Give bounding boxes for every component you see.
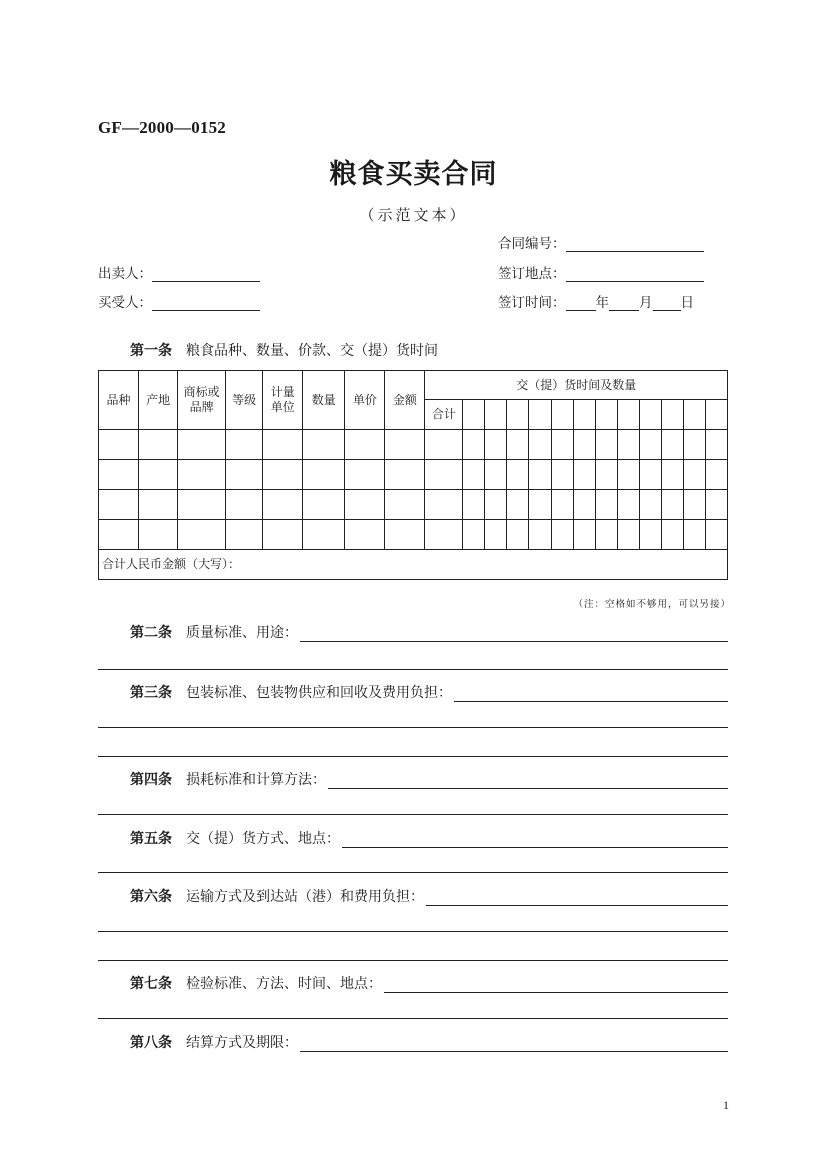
- article-8-number: 第八条: [130, 1035, 172, 1051]
- blank-line[interactable]: [98, 931, 728, 932]
- delivery-cell[interactable]: [463, 400, 485, 430]
- blank-line[interactable]: [98, 1018, 728, 1019]
- article-3-text: 包装标准、包装物供应和回收及费用负担：: [186, 685, 452, 701]
- col-brand: 商标或 品牌: [178, 371, 226, 430]
- col-subtotal: 合计: [425, 400, 463, 430]
- article-2-text: 质量标准、用途：: [186, 625, 298, 641]
- col-unit-price: 单价: [345, 371, 385, 430]
- blank-line[interactable]: [98, 669, 728, 670]
- article-1-text: 粮食品种、数量、价款、交（提）货时间: [186, 343, 438, 359]
- article-3-number: 第三条: [130, 685, 172, 701]
- delivery-cell[interactable]: [529, 400, 551, 430]
- day-label: 日: [680, 295, 694, 311]
- blank-line[interactable]: [98, 727, 728, 728]
- delivery-cell[interactable]: [551, 400, 573, 430]
- article-4-blank[interactable]: [328, 772, 728, 789]
- sign-month-blank[interactable]: [609, 295, 639, 311]
- col-origin: 产地: [139, 371, 178, 430]
- article-3: [130, 682, 728, 702]
- delivery-cell[interactable]: [705, 400, 727, 430]
- table-row[interactable]: [99, 460, 728, 490]
- delivery-cell[interactable]: [661, 400, 683, 430]
- seller-field: [98, 262, 260, 282]
- article-8: [130, 1032, 728, 1052]
- sign-time-label: 签订时间：: [498, 295, 566, 311]
- blank-line[interactable]: [98, 960, 728, 961]
- article-8-text: 结算方式及期限：: [186, 1035, 298, 1051]
- table-note: （注：空格如不够用，可以另接）: [573, 599, 731, 610]
- col-grade: 等级: [226, 371, 263, 430]
- article-6: [130, 886, 728, 906]
- table-row[interactable]: [99, 490, 728, 520]
- article-5-number: 第五条: [130, 831, 172, 847]
- delivery-cell[interactable]: [595, 400, 617, 430]
- year-label: 年: [595, 295, 609, 311]
- buyer-field: [98, 291, 260, 311]
- article-7-number: 第七条: [130, 976, 172, 992]
- sign-place-field: [498, 262, 704, 282]
- table-row[interactable]: [99, 520, 728, 550]
- document-code: GF—2000—0152: [98, 118, 227, 137]
- article-5-text: 交（提）货方式、地点：: [186, 831, 340, 847]
- article-6-text: 运输方式及到达站（港）和费用负担：: [186, 889, 424, 905]
- buyer-label: 买受人：: [98, 295, 152, 311]
- article-7-text: 检验标准、方法、时间、地点：: [186, 976, 382, 992]
- article-5-blank[interactable]: [342, 831, 728, 848]
- article-4: [130, 769, 728, 789]
- sign-year-blank[interactable]: [566, 295, 596, 311]
- article-3-blank[interactable]: [454, 685, 728, 702]
- contract-number-field: [498, 232, 704, 252]
- month-label: 月: [639, 295, 653, 311]
- grain-items-table: [98, 370, 728, 580]
- sign-place-blank[interactable]: [566, 266, 704, 282]
- article-4-text: 损耗标准和计算方法：: [186, 772, 326, 788]
- col-amount: 金额: [385, 371, 425, 430]
- article-2: [130, 622, 728, 642]
- seller-label: 出卖人：: [98, 266, 152, 282]
- article-2-blank[interactable]: [300, 625, 728, 642]
- page-number: 1: [723, 1098, 729, 1112]
- delivery-cell[interactable]: [507, 400, 529, 430]
- col-unit: 计量 单位: [263, 371, 303, 430]
- total-rmb-label: 合计人民币金额（大写）：: [102, 557, 241, 571]
- delivery-cell[interactable]: [639, 400, 661, 430]
- article-4-number: 第四条: [130, 772, 172, 788]
- article-7: [130, 973, 728, 993]
- document-subtitle: （示范文本）: [359, 206, 468, 224]
- document-title: 粮食买卖合同: [329, 159, 498, 190]
- article-5: [130, 828, 728, 848]
- article-1-heading: [130, 340, 438, 360]
- delivery-cell[interactable]: [573, 400, 595, 430]
- delivery-cell[interactable]: [617, 400, 639, 430]
- col-quantity: 数量: [303, 371, 345, 430]
- table-row[interactable]: [99, 430, 728, 460]
- blank-line[interactable]: [98, 872, 728, 873]
- total-rmb-amount[interactable]: [99, 550, 728, 580]
- col-delivery-header: 交（提）货时间及数量: [425, 371, 728, 400]
- sign-day-blank[interactable]: [653, 295, 681, 311]
- buyer-blank[interactable]: [152, 295, 260, 311]
- blank-line[interactable]: [98, 756, 728, 757]
- seller-blank[interactable]: [152, 266, 260, 282]
- article-7-blank[interactable]: [384, 976, 728, 993]
- delivery-cell[interactable]: [485, 400, 507, 430]
- contract-number-label: 合同编号：: [498, 236, 566, 252]
- sign-time-field: [498, 291, 694, 311]
- article-6-blank[interactable]: [426, 889, 728, 906]
- article-6-number: 第六条: [130, 889, 172, 905]
- article-1-number: 第一条: [130, 343, 172, 359]
- contract-number-blank[interactable]: [566, 236, 704, 252]
- delivery-cell[interactable]: [683, 400, 705, 430]
- article-2-number: 第二条: [130, 625, 172, 641]
- col-variety: 品种: [99, 371, 139, 430]
- article-8-blank[interactable]: [300, 1035, 728, 1052]
- blank-line[interactable]: [98, 814, 728, 815]
- sign-place-label: 签订地点：: [498, 266, 566, 282]
